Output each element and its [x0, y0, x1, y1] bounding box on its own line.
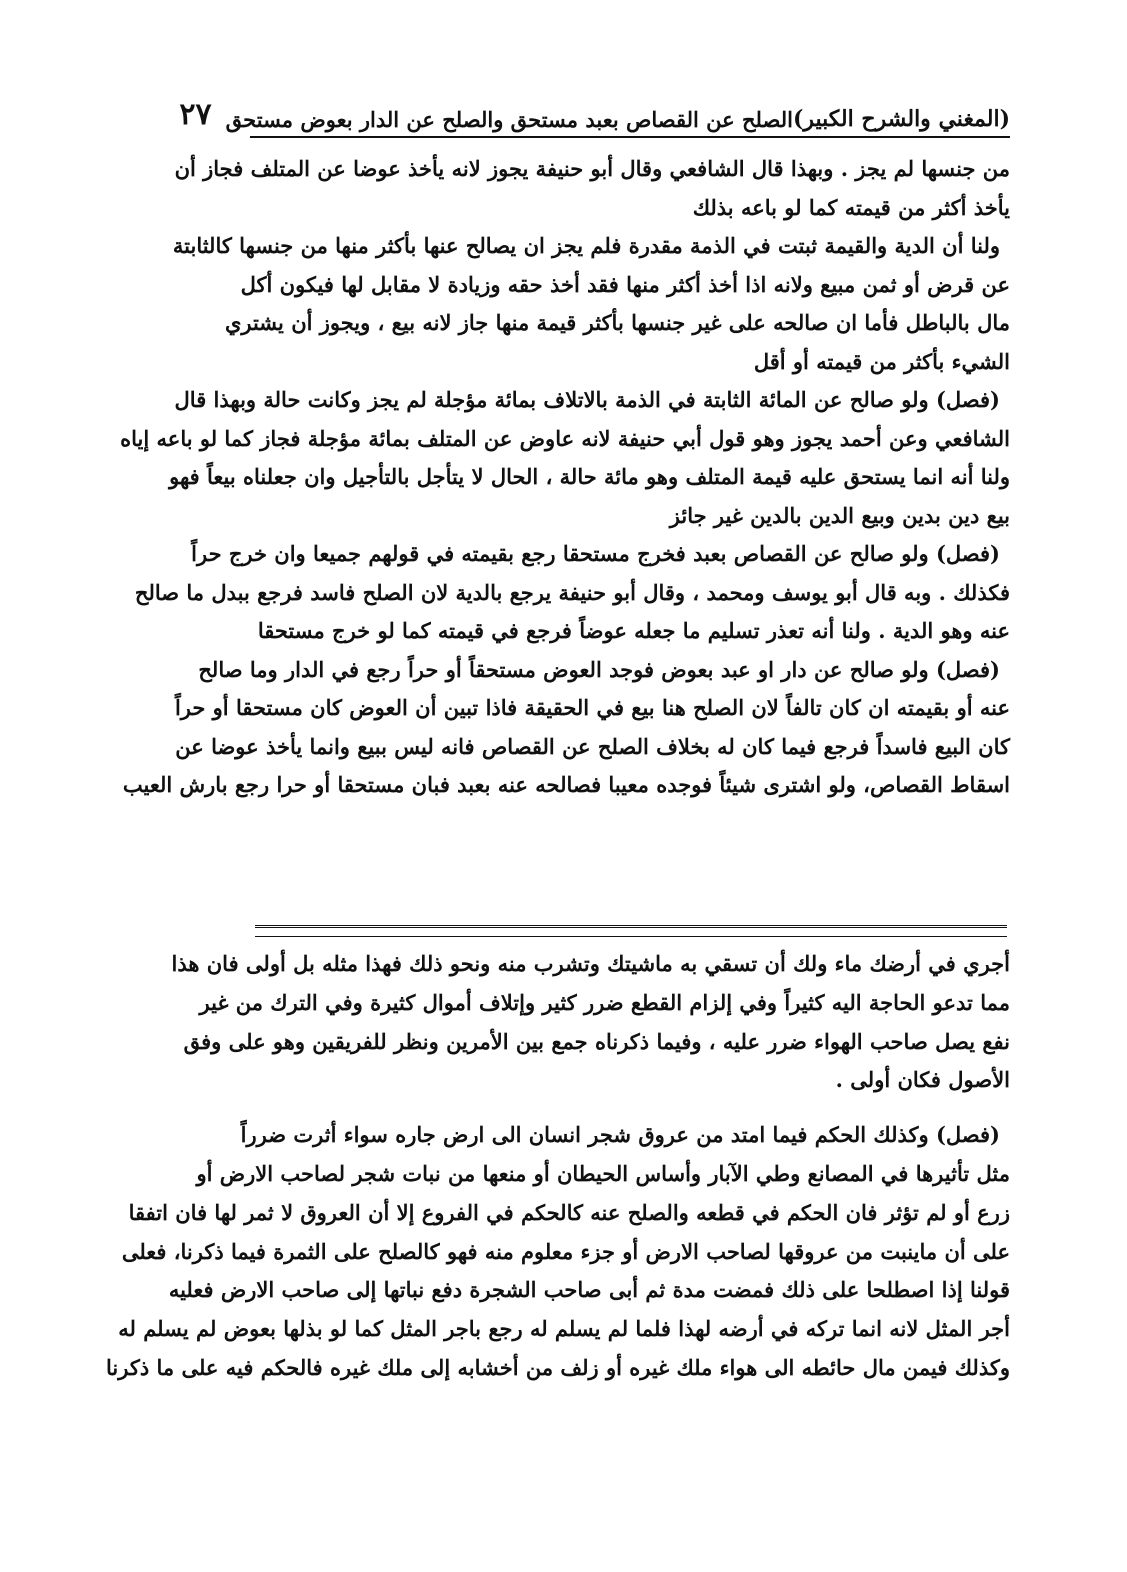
text-line: مما تدعو الحاجة اليه كثيراً وفي إلزام القطع ضرر كثير وإتلاف أموال كثيرة وفي الترك من غير	[199, 989, 1010, 1015]
paragraph-gap	[250, 1100, 1010, 1116]
text-line: زرع أو لم تؤثر فان الحكم في قطعه والصلح عنه كالحكم في الفروع إلا أن العروق لا ثمر لها فان اتفقا	[128, 1199, 1010, 1225]
text-line: عنه أو بقيمته ان كان تالفاً لان الصلح هنا بيع في الحقيقة فاذا تبين أن العوض كان مستحقا أو حراً	[174, 695, 1010, 720]
text-line: (فصل) ولو صالح عن دار او عبد بعوض فوجد العوض مستحقاً أو حراً رجع في الدار وما صالح	[198, 656, 1000, 682]
running-title: الصلح عن القصاص بعبد مستحق والصلح عن الدار بعوض مستحق	[225, 107, 793, 132]
text-line: (فصل) وكذلك الحكم فيما امتد من عروق شجر انسان الى ارض جاره سواء أثرت ضرراً	[240, 1122, 1000, 1148]
text-line: وكذلك فيمن مال حائطه الى هواء ملك غيره أو زلف من أخشابه إلى ملك غيره فالحكم فيه على ما ذكرنا	[106, 1354, 1010, 1380]
text-line: على أن ماينبت من عروقها لصاحب الارض أو جزء معلوم منه فهو كالصلح على الثمرة فيما ذكرنا، فعلى	[121, 1238, 1010, 1264]
text-line: الشيء بأكثر من قيمته أو أقل	[753, 348, 1010, 374]
page-header	[179, 92, 1010, 138]
text-line: ولنا أن الدية والقيمة ثبتت في الذمة مقدرة فلم يجز ان يصالح عنها بأكثر منها من جنسها كالثابتة	[172, 233, 1000, 258]
text-line: يأخذ أكثر من قيمته كما لو باعه بذلك	[692, 194, 1010, 220]
text-line: عن قرض أو ثمن مبيع ولانه اذا أخذ أكثر منها فقد أخذ حقه وزيادة لا مقابل لها فيكون أكل	[240, 271, 1010, 297]
text-line: أجر المثل لانه انما تركه في أرضه لهذا فلما لم يسلم له رجع باجر المثل كما لو بذلها بعوض لم يسلم له	[118, 1316, 1010, 1342]
text-line: نفع يصل صاحب الهواء ضرر عليه ، وفيما ذكرناه جمع بين الأمرين ونظر للفريقين وهو على وفق	[183, 1028, 1010, 1054]
text-line: عنه وهو الدية . ولنا أنه تعذر تسليم ما جعله عوضاً فرجع في قيمته كما لو خرج مستحقا	[257, 618, 1010, 643]
commentary-section	[120, 150, 1010, 805]
text-line: من جنسها لم يجز . وبهذا قال الشافعي وقال أبو حنيفة يجوز لانه يأخذ عوضا عن المتلف فجاز أن	[174, 156, 1010, 181]
text-line: كان البيع فاسداً فرجع فيما كان له بخلاف الصلح عن القصاص فانه ليس ببيع وانما يأخذ عوضا عن	[175, 733, 1010, 759]
text-line: اسقاط القصاص، ولو اشترى شيئاً فوجده معيبا فصالحه عنه بعبد فبان مستحقا أو حرا رجع بارش العيب	[122, 772, 1010, 797]
text-line: مال بالباطل فأما ان صالحه على غير جنسها بأكثر قيمة منها جاز لانه بيع ، ويجوز أن يشتري	[224, 310, 1010, 335]
text-line: قولنا إذا اصطلحا على ذلك فمضت مدة ثم أبى صاحب الشجرة دفع نباتها إلى صاحب الارض فعليه	[168, 1277, 1010, 1303]
book-title: (المغني والشرح الكبير)	[792, 106, 1010, 132]
section-divider	[255, 925, 1007, 937]
text-line: مثل تأثيرها في المصانع وطي الآبار وأساس الحيطان أو منعها من نبات شجر لصاحب الارض أو	[196, 1160, 1010, 1186]
text-line: (فصل) ولو صالح عن القصاص بعبد فخرج مستحقا رجع بقيمته في قولهم جميعا وان خرج حراً	[191, 541, 1000, 566]
page-number: ٢٧	[179, 97, 212, 132]
text-line: الأصول فكان أولى .	[835, 1067, 1010, 1093]
text-line: ولنا أنه انما يستحق عليه قيمة المتلف وهو مائة حالة ، الحال لا يتأجل بالتأجيل وان جعلناه بيعاً فهو	[169, 464, 1010, 489]
text-line: أجري في أرضك ماء ولك أن تسقي به ماشيتك وتشرب منه ونحو ذلك فهذا مثله بل أولى فان هذا	[171, 951, 1010, 976]
main-text-section	[106, 945, 1010, 1388]
text-line: فكذلك . وبه قال أبو يوسف ومحمد ، وقال أبو حنيفة يرجع بالدية لان الصلح فاسد فرجع ببدل ما صالح	[134, 579, 1010, 605]
text-line: (فصل) ولو صالح عن المائة الثابتة في الذمة بالاتلاف بمائة مؤجلة لم يجز وكانت حالة وبهذا قال	[174, 387, 1000, 412]
text-line: الشافعي وعن أحمد يجوز وهو قول أبي حنيفة لانه عاوض عن المتلف بمائة مؤجلة فجاز كما لو باعه إياه	[120, 425, 1010, 451]
text-line: بيع دين بدين وبيع الدين بالدين غير جائز	[669, 502, 1010, 528]
